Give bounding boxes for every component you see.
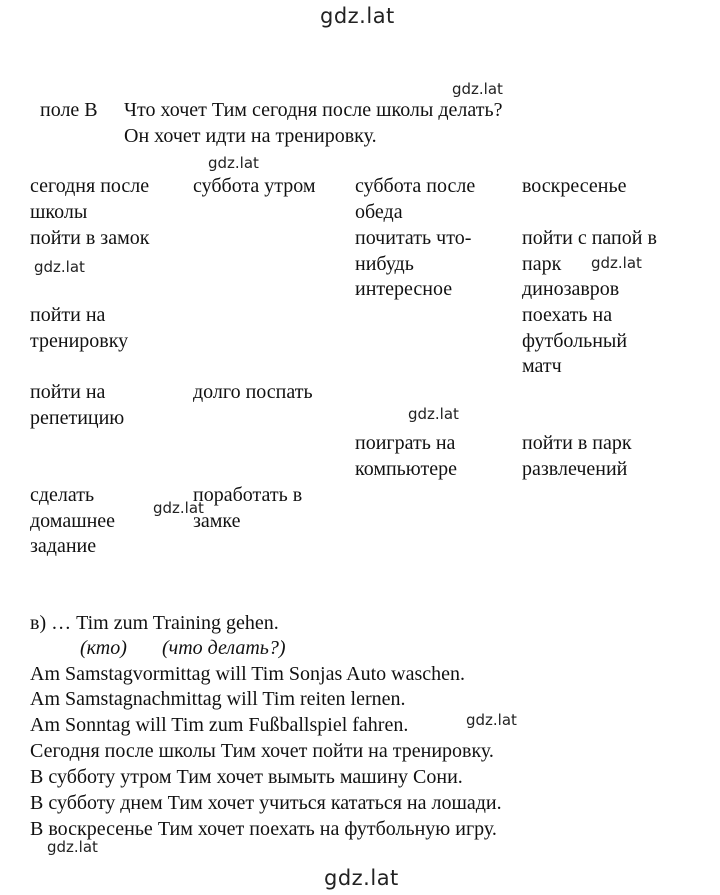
table-cell <box>522 303 627 380</box>
cell-line: нибудь <box>355 252 414 275</box>
cell-line: пойти в парк <box>522 432 632 454</box>
watermark: gdz.lat <box>47 838 98 856</box>
cell-line: репетицию <box>30 406 125 429</box>
cell-line: динозавров <box>522 278 620 300</box>
watermark: gdz.lat <box>208 154 259 172</box>
cell-line: пойти в замок <box>30 227 150 249</box>
field-label: поле B <box>40 99 98 121</box>
cell-line: поработать в <box>193 484 303 506</box>
table-cell <box>193 483 302 534</box>
table-cell <box>30 380 124 431</box>
cell-line: матч <box>522 355 562 377</box>
german-sentence: Am Samstagnachmittag will Tim reiten lernen. <box>30 688 406 710</box>
cell-line: развлечений <box>522 457 628 480</box>
col-header-line: суббота после <box>355 175 476 197</box>
cell-line: задание <box>30 535 97 557</box>
watermark: gdz.lat <box>153 499 204 517</box>
col-header-line: суббота утром <box>193 175 316 197</box>
watermark: gdz.lat <box>408 405 459 423</box>
watermark-bottom: gdz.lat <box>324 866 399 890</box>
table-cell <box>30 483 115 560</box>
hint-what: (что делать?) <box>162 637 286 659</box>
col-header-sunday <box>522 174 626 200</box>
col-header-today <box>30 174 149 225</box>
table-cell <box>522 226 657 303</box>
table-cell <box>193 380 313 406</box>
col-header-line: школы <box>30 200 88 223</box>
cell-line: парк <box>522 252 562 275</box>
cell-line: пойти на <box>30 381 106 403</box>
german-sentence: Am Sonntag will Tim zum Fußballspiel fahren. <box>30 714 409 736</box>
watermark: gdz.lat <box>591 254 642 272</box>
table-cell <box>30 226 149 252</box>
russian-sentence: В субботу днем Тим хочет учиться кататься на лошади. <box>30 792 502 814</box>
cell-line: почитать что- <box>355 227 472 249</box>
hint-who: (кто) <box>80 637 127 659</box>
cell-line: футбольный <box>522 329 628 352</box>
col-header-saturday-afternoon <box>355 174 475 225</box>
table-cell <box>355 226 471 303</box>
cell-line: поехать на <box>522 304 613 326</box>
col-header-saturday-morning <box>193 174 316 200</box>
watermark-top: gdz.lat <box>320 4 395 28</box>
question-text: Что хочет Тим сегодня после школы делать? <box>124 99 503 121</box>
russian-sentence: В субботу утром Тим хочет вымыть машину Сони. <box>30 766 463 788</box>
col-header-line: обеда <box>355 200 403 223</box>
russian-sentence: В воскресенье Тим хочет поехать на футбольную игру. <box>30 818 497 840</box>
table-cell <box>355 431 457 482</box>
table-cell <box>522 431 632 482</box>
cell-line: домашнее <box>30 509 116 532</box>
table-cell <box>30 303 128 354</box>
german-sentence: Am Samstagvormittag will Tim Sonjas Auto waschen. <box>30 663 466 685</box>
cell-line: интересное <box>355 278 453 300</box>
section-b-line: в) … Tim zum Training gehen. <box>30 612 279 634</box>
cell-line: компьютере <box>355 457 457 480</box>
col-header-line: сегодня после <box>30 175 150 197</box>
answer-text: Он хочет идти на тренировку. <box>124 125 377 147</box>
watermark: gdz.lat <box>34 258 85 276</box>
cell-line: пойти на <box>30 304 106 326</box>
cell-line: сделать <box>30 484 95 506</box>
watermark: gdz.lat <box>452 80 503 98</box>
watermark: gdz.lat <box>466 711 517 729</box>
col-header-line: воскресенье <box>522 175 627 197</box>
cell-line: долго поспать <box>193 381 313 403</box>
cell-line: поиграть на <box>355 432 456 454</box>
cell-line: пойти с папой в <box>522 227 657 249</box>
russian-sentence: Сегодня после школы Тим хочет пойти на тренировку. <box>30 740 494 762</box>
cell-line: замке <box>193 509 241 532</box>
cell-line: тренировку <box>30 329 129 352</box>
